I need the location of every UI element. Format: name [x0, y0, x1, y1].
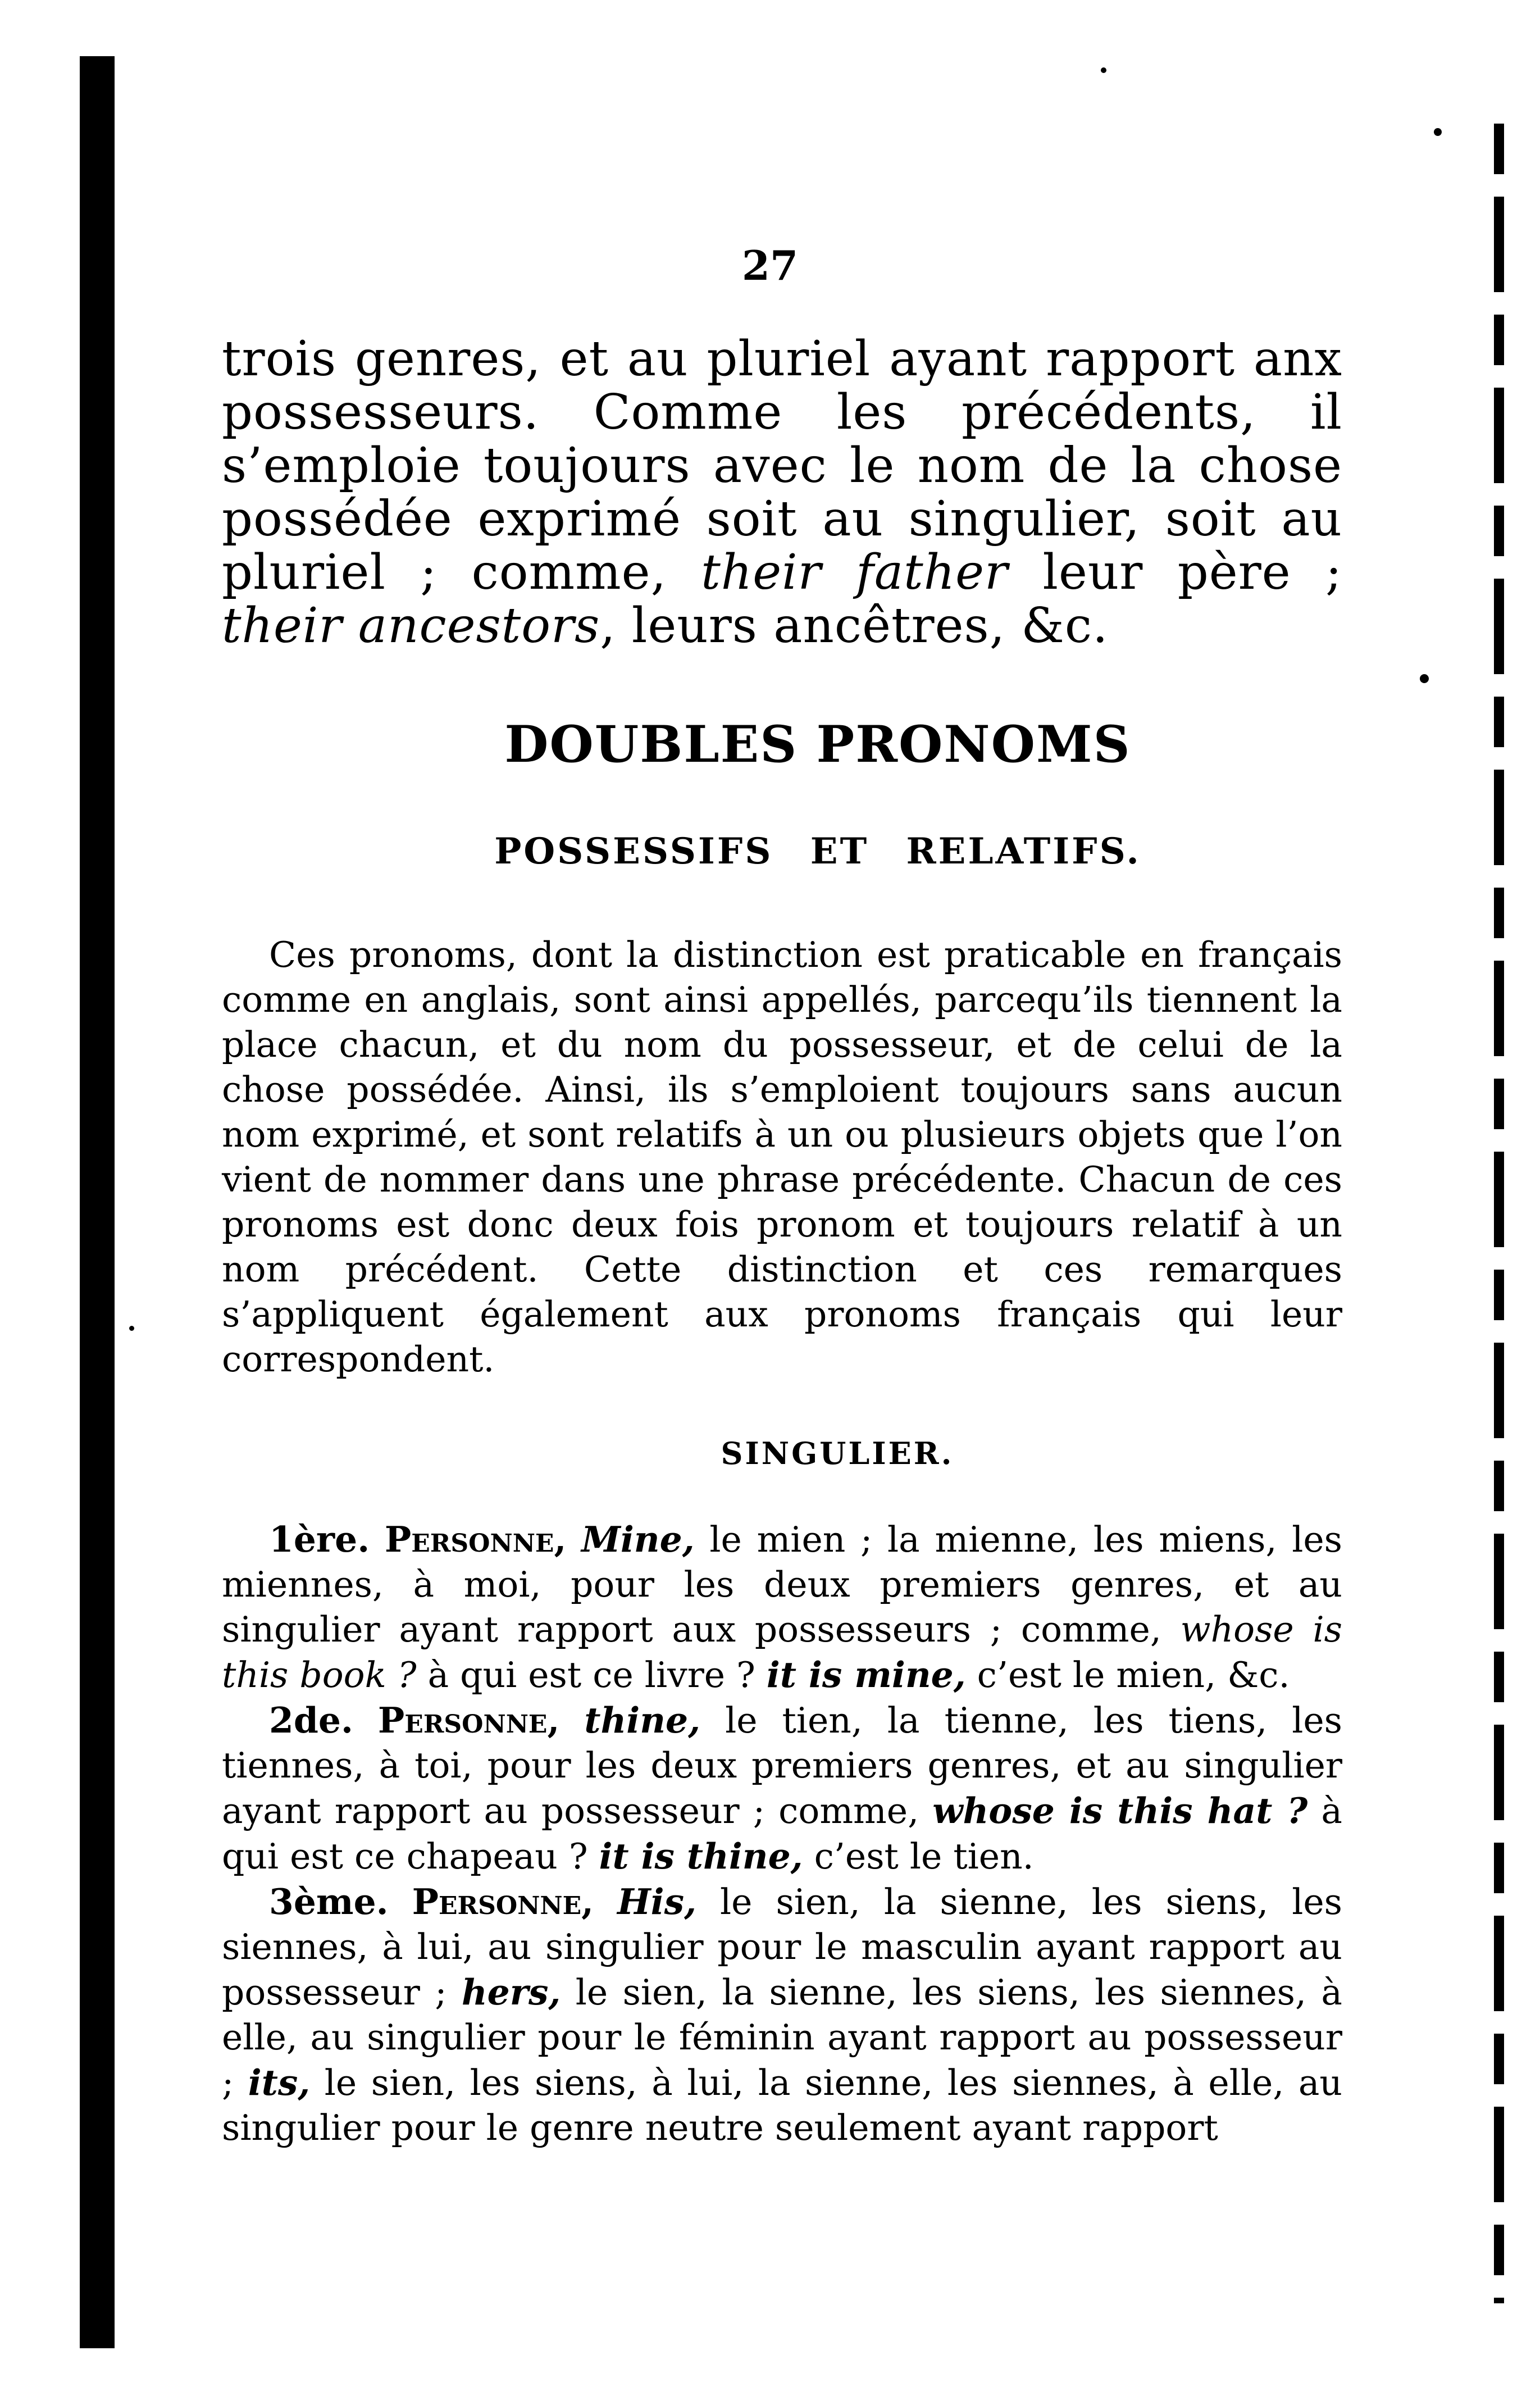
section-title: DOUBLES PRONOMS	[504, 715, 1131, 774]
scan-speck	[1434, 128, 1442, 136]
entry-text: le sien, les siens, à lui, la sienne, les siennes, à elle, au singulier pour le genre neutre seulement ayant rapport	[222, 2062, 1342, 2148]
entry-pronoun: thine,	[584, 1699, 701, 1741]
continuation-text: , leurs ancêtres, &c.	[600, 598, 1109, 654]
page-number: 27	[741, 242, 799, 289]
scan-speck	[1101, 67, 1106, 73]
entry-text: c’est le mien, &c.	[965, 1654, 1290, 1695]
entry-first-person	[222, 1517, 1342, 1698]
entry-ordinal: 3ème.	[269, 1881, 389, 1922]
entry-person-label: Personne,	[384, 1518, 567, 1560]
continuation-text: leur père ;	[1008, 544, 1342, 601]
section-intro-paragraph: Ces pronoms, dont la distinction est praticable en français comme en anglais, sont ainsi appellés, parcequ’ils tiennent la place chacun, et du nom du possesseur, et de celui de la chose possédée. Ainsi, ils s’emploient toujours sans aucun nom exprimé, et sont relatifs à un ou plusieurs objets que l’on vient de nommer dans une phrase précédente. Chacun de ces pronoms est donc deux fois pronom et toujours relatif à un nom précédent. Cette distinction et ces remarques s’appliquent également aux pronoms français qui leur correspondent.	[222, 934, 1342, 1380]
entry-text: le sien, la sienne, les siens, les siennes, à elle, au singulier pour le féminin ayant rapport au possesseur ;	[222, 1972, 1342, 2103]
entry-example-question: whose is this book ?	[222, 1609, 1342, 1695]
entry-ordinal: 1ère.	[269, 1518, 370, 1560]
entry-person-label: Personne,	[412, 1881, 594, 1922]
entry-text: le mien ; la mienne, les miens, les miennes, à moi, pour les deux premiers genres, et au singulier ayant rapport aux possesseurs ; comme,	[222, 1519, 1342, 1650]
entry-example-answer: it is thine,	[599, 1835, 803, 1877]
scan-border-right	[1494, 124, 1504, 2303]
entry-pronoun: Mine,	[581, 1518, 695, 1560]
english-example: their ancestors	[222, 598, 600, 654]
continuation-text: trois genres, et au pluriel ayant rapport anx possesseurs. Comme les précédents, il s’emploie toujours avec le nom de la chose possédée exprimé soit au singulier, soit au pluriel ; comme,	[222, 331, 1342, 601]
section-subtitle: POSSESSIFS ET RELATIFS.	[494, 830, 1141, 872]
entry-third-person	[222, 1879, 1342, 2151]
singulier-heading: SINGULIER.	[721, 1435, 954, 1471]
entry-example-question: whose is this hat ?	[932, 1790, 1308, 1831]
entry-pronoun: hers,	[461, 1971, 561, 2013]
entry-ordinal: 2de.	[269, 1699, 353, 1741]
singulier-entries	[222, 1517, 1342, 2151]
entry-example-answer: it is mine,	[766, 1654, 966, 1695]
english-example: their father	[701, 544, 1009, 601]
continuation-paragraph	[222, 333, 1342, 653]
entry-text: le sien, la sienne, les siens, les siennes, à lui, au singulier pour le masculin ayant rapport au possesseur ;	[222, 1881, 1342, 2013]
entry-text: à qui est ce chapeau ?	[222, 1790, 1342, 1877]
entry-person-label: Personne,	[377, 1699, 560, 1741]
entry-text: à qui est ce livre ?	[416, 1654, 767, 1695]
entry-text: le tien, la tienne, les tiens, les tiennes, à toi, pour les deux premiers genres, et au singulier ayant rapport au possesseur ; comme,	[222, 1700, 1342, 1831]
entry-second-person	[222, 1698, 1342, 1879]
scan-speck	[1420, 674, 1429, 683]
entry-pronoun: its,	[248, 2062, 311, 2103]
scan-border-left	[80, 56, 115, 2348]
scan-speck	[129, 1326, 134, 1331]
entry-text: c’est le tien.	[803, 1836, 1034, 1877]
entry-pronoun: His,	[617, 1881, 696, 1922]
